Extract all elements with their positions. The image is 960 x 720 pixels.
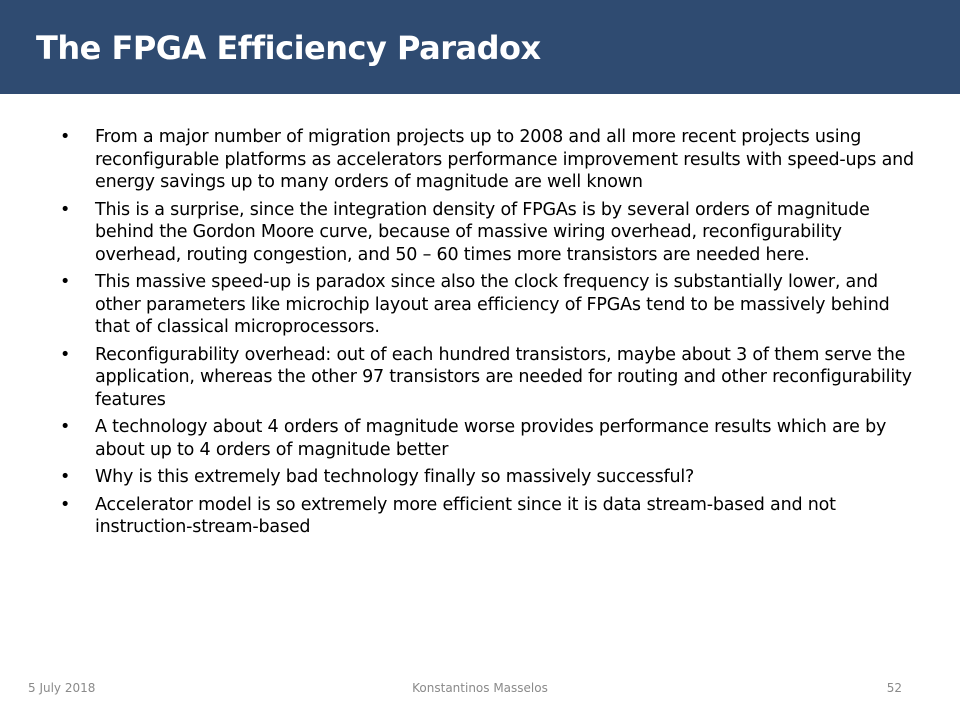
bullet-text: This is a surprise, since the integration density of FPGAs is by several orders of magnitude behind the Gordon Moore curve, because of massive wiring overhead, reconfigurability overhead, routing congestion, and 50 – 60 times more transistors are needed here. bbox=[95, 199, 870, 265]
slide-footer bbox=[0, 678, 960, 698]
bullet-item bbox=[60, 126, 920, 194]
page-number: 52 bbox=[886, 681, 902, 695]
bullet-list bbox=[60, 126, 920, 544]
bullet-item bbox=[60, 466, 920, 489]
bullet-item bbox=[60, 344, 920, 412]
title-bar bbox=[0, 0, 960, 94]
bullet-text: Accelerator model is so extremely more efficient since it is data stream-based and not instruction-stream-based bbox=[95, 494, 836, 537]
slide-title: The FPGA Efficiency Paradox bbox=[36, 29, 541, 67]
bullet-icon: • bbox=[60, 467, 71, 487]
bullet-text: A technology about 4 orders of magnitude worse provides performance results which are by about up to 4 orders of magnitude better bbox=[95, 417, 887, 460]
bullet-item bbox=[60, 199, 920, 267]
footer-author: Konstantinos Masselos bbox=[412, 681, 548, 695]
bullet-text: Why is this extremely bad technology finally so massively successful? bbox=[95, 467, 695, 487]
bullet-item bbox=[60, 271, 920, 339]
footer-date: 5 July 2018 bbox=[28, 681, 96, 695]
bullet-icon: • bbox=[60, 199, 71, 220]
bullet-icon: • bbox=[60, 344, 71, 365]
bullet-icon: • bbox=[60, 417, 71, 437]
bullet-text: This massive speed-up is paradox since also the clock frequency is substantially lower, and other parameters like microchip layout area efficiency of FPGAs tend to be massively behind that of classical microprocessors. bbox=[95, 272, 890, 337]
bullet-text: From a major number of migration projects up to 2008 and all more recent projects using reconfigurable platforms as accelerators performance improvement results with speed-ups and energy savings up to many orders of magnitude are well known bbox=[95, 127, 914, 192]
bullet-icon: • bbox=[60, 494, 71, 515]
bullet-text: Reconfigurability overhead: out of each hundred transistors, maybe about 3 of them serve the application, whereas the other 97 transistors are needed for routing and other reconfigurability features bbox=[95, 344, 912, 410]
bullet-icon: • bbox=[60, 272, 71, 292]
bullet-item bbox=[60, 416, 920, 461]
bullet-item bbox=[60, 494, 920, 539]
bullet-icon: • bbox=[60, 127, 71, 147]
